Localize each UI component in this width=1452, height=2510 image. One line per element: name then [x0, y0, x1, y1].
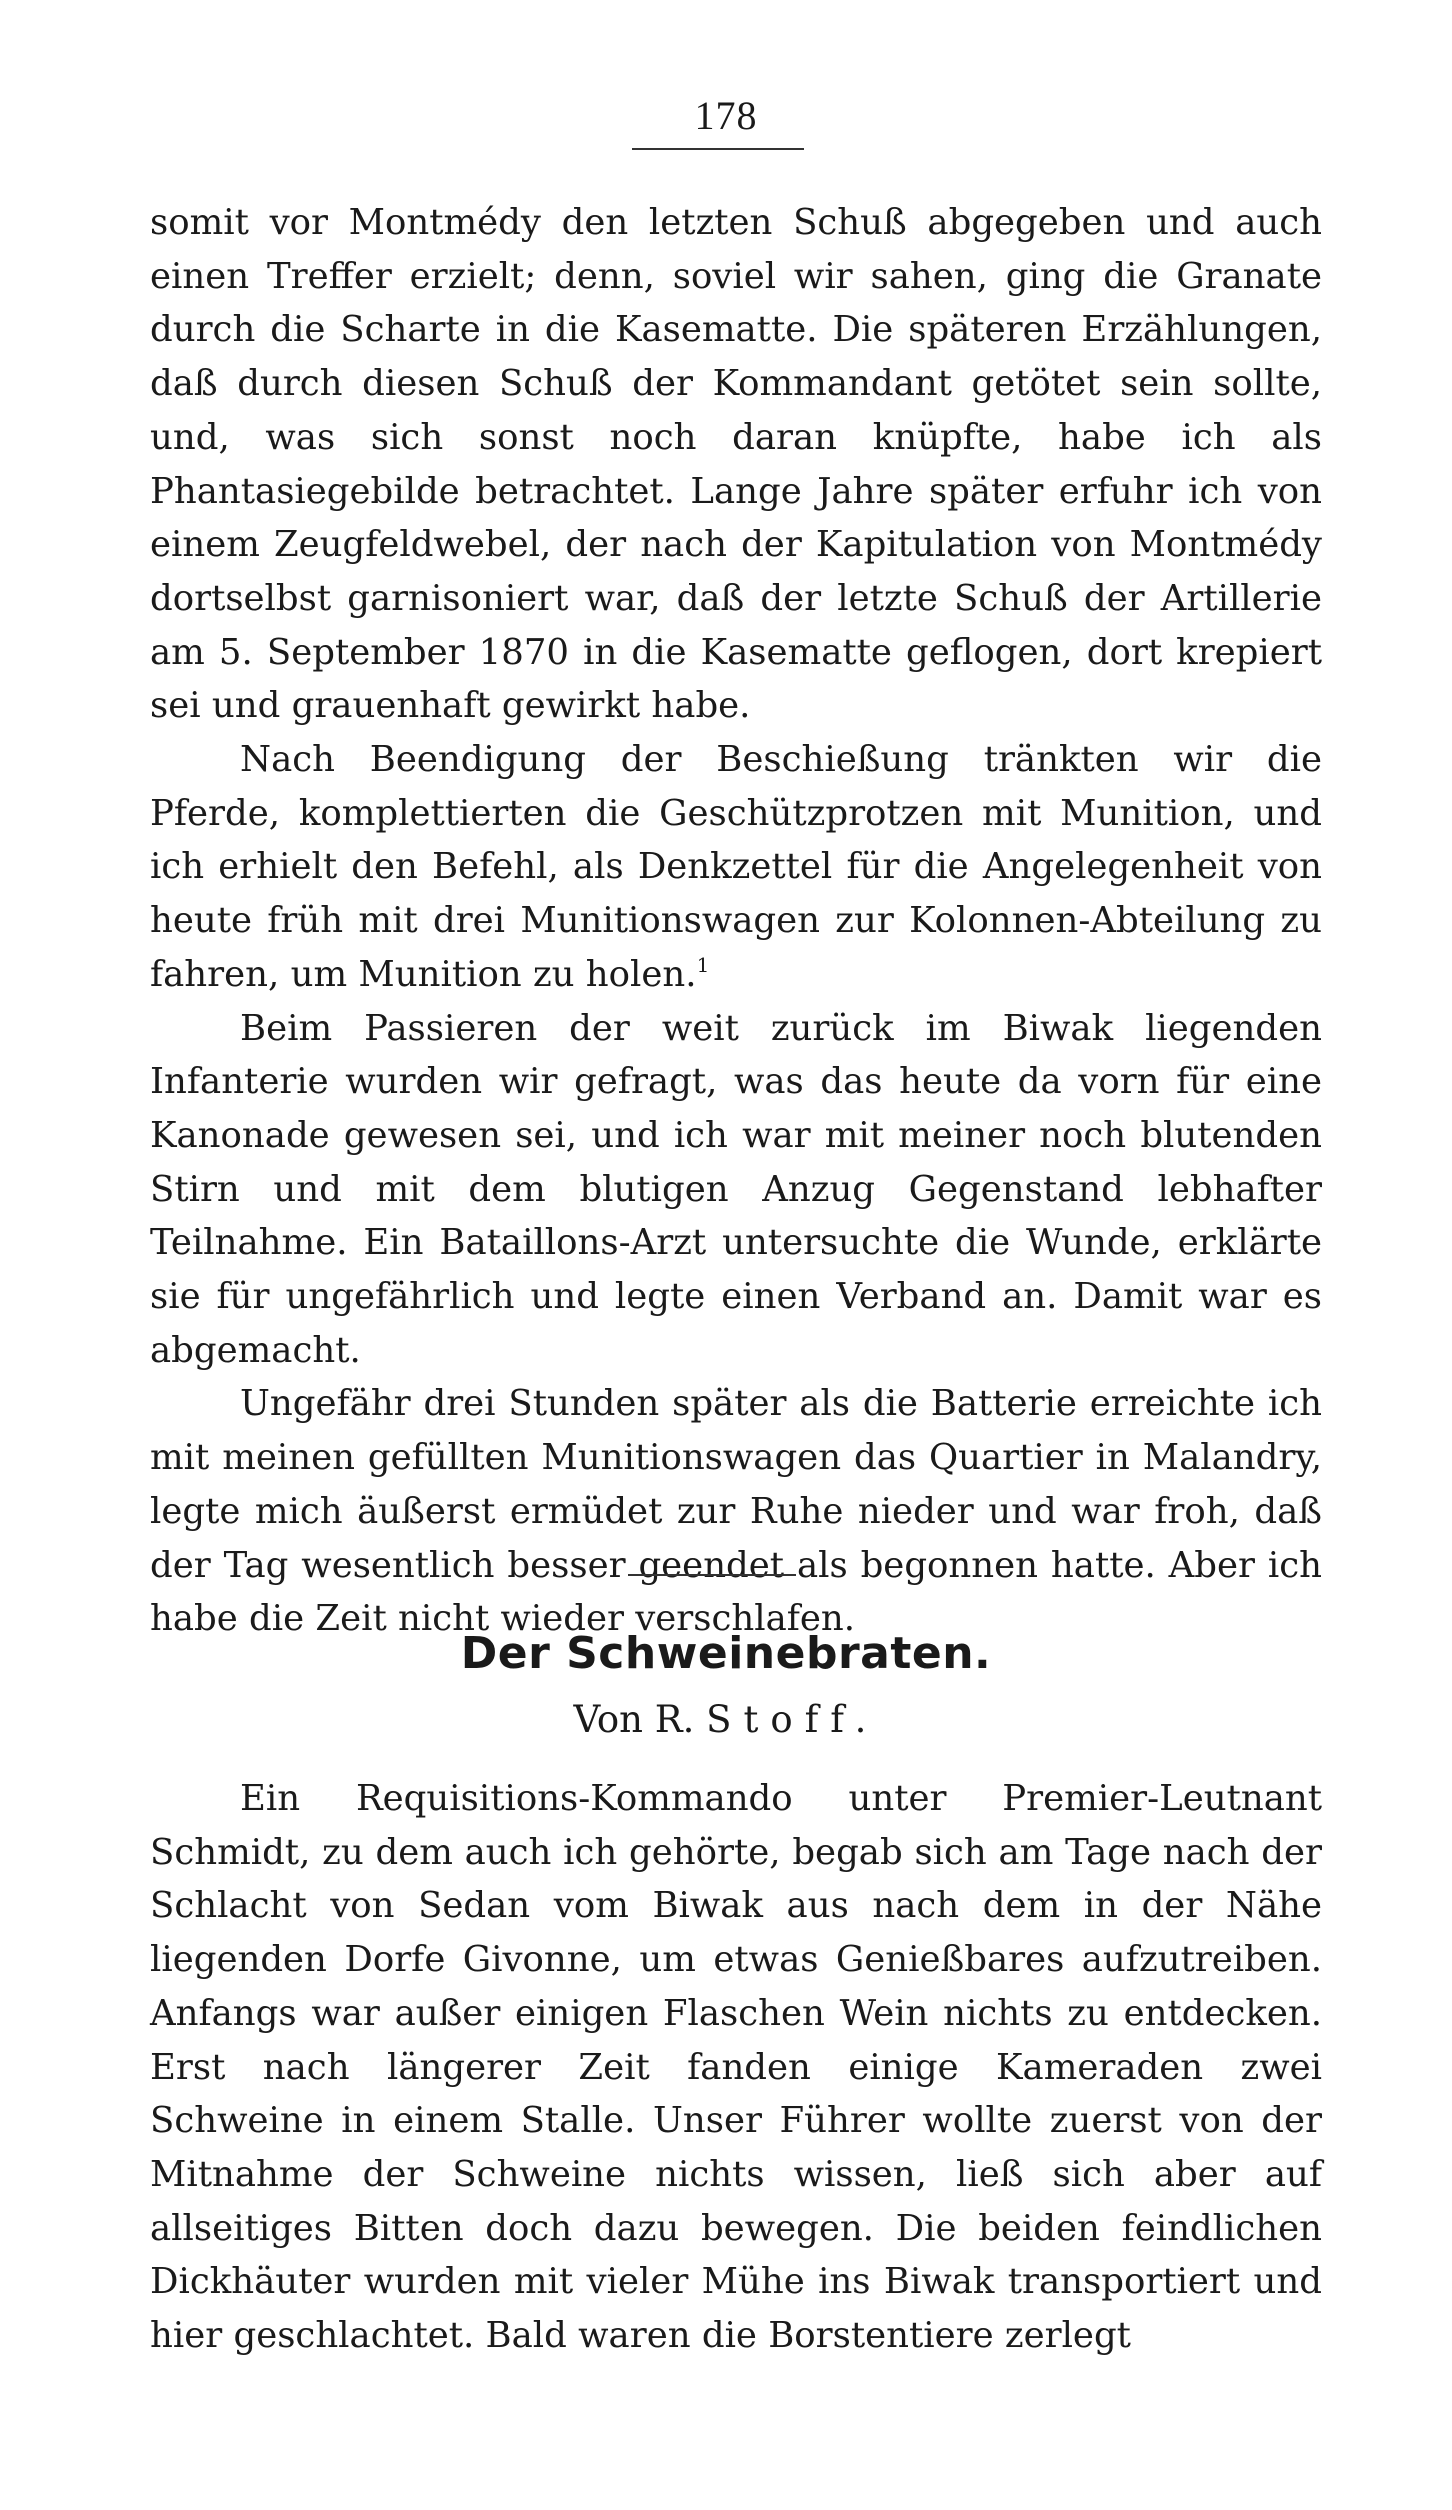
paragraph: Ein Requisitions-Kommando unter Premier-Leutnant Schmidt, zu dem auch ich gehörte, begab sich am Tage nach der Schlacht von Sedan vom Biwak aus nach dem in der Nähe liegenden Dorfe Givonne, um etwas Genießbares aufzutreiben. Anfangs war außer einigen Flaschen Wein nichts zu entdecken. Erst nach längerer Zeit fanden einige Kameraden zwei Schweine in einem Stalle. Unser Führer wollte zuerst von der Mitnahme der Schweine nichts wissen, ließ sich aber auf allseitiges Bitten doch dazu bewegen. Die beiden feindlichen Dickhäuter wurden mit vieler Mühe ins Biwak transportiert und hier geschlachtet. Bald waren die Borstentiere zerlegt — [150, 1778, 1322, 2357]
story-title: Der Schweinebraten. — [460, 1628, 992, 1679]
paragraph: Ungefähr drei Stunden später als die Batterie erreichte ich mit meinen gefüllten Munitionswagen das Quartier in Malandry, legte mich äußerst ermüdet zur Ruhe nieder und war froh, daß der Tag wesentlich besser geendet als begonnen hatte. Aber ich habe die Zeit nicht wieder verschlafen. — [150, 1383, 1322, 1640]
footnote-marker: 1 — [696, 952, 710, 977]
story-author — [0, 1698, 1452, 1741]
section-divider — [628, 1574, 796, 1576]
story-text — [150, 1772, 1322, 2363]
previous-story-text — [150, 196, 1322, 1646]
paragraph: somit vor Montmédy den letzten Schuß abgegeben und auch einen Treffer erzielt; denn, soviel wir sahen, ging die Granate durch die Scharte in die Kasematte. Die späteren Erzählungen, daß durch diesen Schuß der Kommandant getötet sein sollte, und, was sich sonst noch daran knüpfte, habe ich als Phantasiegebilde betrachtet. Lange Jahre später erfuhr ich von einem Zeugfeldwebel, der nach der Kapitulation von Montmédy dortselbst garnisoniert war, daß der letzte Schuß der Artillerie am 5. September 1870 in die Kasematte geflogen, dort krepiert sei und grauenhaft gewirkt habe. — [150, 202, 1322, 727]
paragraph: Beim Passieren der weit zurück im Biwak liegenden Infanterie wurden wir gefragt, was das heute da vorn für eine Kanonade gewesen sei, und ich war mit meiner noch blutenden Stirn und mit dem blutigen Anzug Gegenstand lebhafter Teilnahme. Ein Bataillons-Arzt untersuchte die Wunde, erklärte sie für ungefährlich und legte einen Verband an. Damit war es abgemacht. — [150, 1007, 1322, 1371]
author-prefix: Von R. — [573, 1698, 695, 1741]
author-name: Stoff. — [706, 1698, 879, 1741]
paragraph — [150, 733, 1322, 1002]
page-number: 178 — [694, 93, 758, 138]
header-rule — [632, 148, 804, 150]
paragraph-text: Nach Beendigung der Beschießung tränkten wir die Pferde, komplettierten die Geschützprotzen mit Munition, und ich erhielt den Befehl, als Denkzettel für die Angelegenheit von heute früh mit drei Munitionswagen zur Kolonnen-Abteilung zu fahren, um Munition zu holen. — [150, 739, 1322, 995]
